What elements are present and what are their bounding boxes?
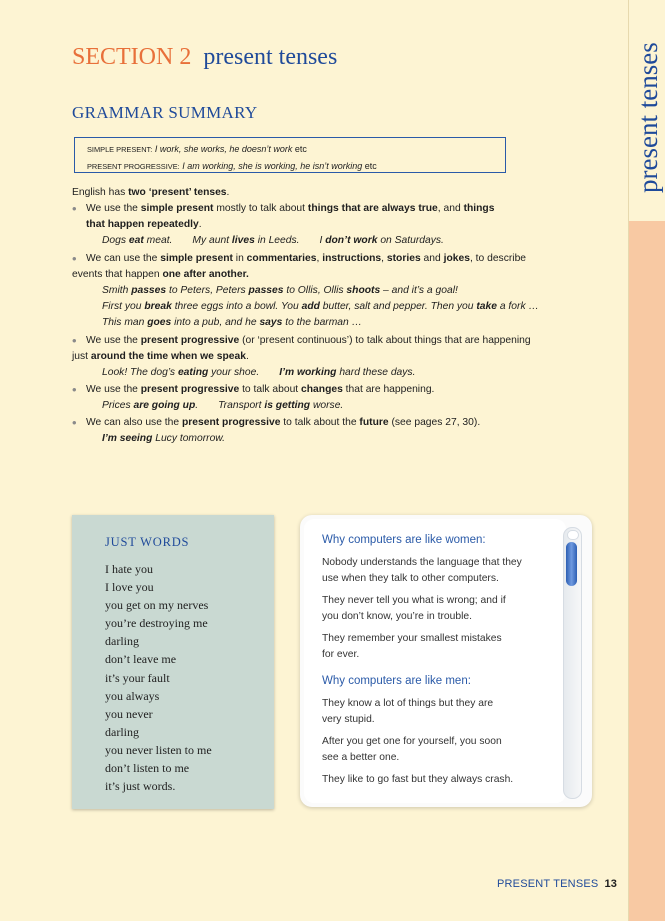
page-number: 13	[604, 878, 618, 890]
just-words-line: I love you	[105, 580, 154, 595]
example-line: Look! The dog’s eating your shoe. I’m working hard these days.	[102, 367, 416, 378]
page-footer	[497, 878, 617, 890]
just-words-line: you always	[105, 688, 160, 703]
women-point: They never tell you what is wrong; and if you don’t know, you’re in trouble.	[322, 595, 506, 622]
bullet-dot: •	[72, 201, 77, 216]
scrollbar[interactable]	[563, 527, 582, 799]
definition-present-progressive: PRESENT PROGRESSIVE: I am working, she is working, he isn’t working etc	[87, 161, 377, 171]
men-heading: Why computers are like men:	[322, 675, 471, 687]
bullet-dot: •	[72, 382, 77, 397]
women-point: Nobody understands the language that they use when they talk to other computers.	[322, 557, 522, 584]
just-words-lines	[105, 560, 212, 795]
scroll-up-icon[interactable]	[567, 530, 579, 540]
just-words-line: darling	[105, 724, 139, 739]
window-content	[322, 534, 558, 788]
bullet-dot: •	[72, 415, 77, 430]
bullet-present-progressive-now: • We use the present progressive (or ‘present continuous’) to talk about things that are happening just around the time when we speak. Look! The dog’s eating your shoe. I’m working hard these days.	[72, 333, 612, 381]
just-words-line: you never listen to me	[105, 742, 212, 757]
example-line: I’m seeing Lucy tomorrow.	[102, 433, 226, 444]
side-tab-label: present tenses	[633, 42, 663, 193]
just-words-line: don’t listen to me	[105, 761, 190, 776]
men-point: They like to go fast but they always crash.	[322, 774, 514, 785]
side-tab	[628, 0, 665, 921]
men-point: After you get one for yourself, you soon see a better one.	[322, 736, 502, 763]
example-line: First you break three eggs into a bowl. You add butter, salt and pepper. Then you take a fork …	[102, 301, 539, 312]
just-words-line: it’s just words.	[105, 779, 176, 794]
side-tab-orange-band	[629, 221, 665, 921]
men-point: They know a lot of things but they are very stupid.	[322, 698, 494, 725]
just-words-line: you never	[105, 706, 153, 721]
definition-simple-present: SIMPLE PRESENT: I work, she works, he doesn’t work etc	[87, 144, 307, 154]
bullet-simple-present-true: • We use the simple present mostly to talk about things that are always true, and things that happen repeatedly. Dogs eat meat. My aunt lives in Leeds. I don’t work on Saturdays.	[72, 201, 612, 249]
just-words-line: darling	[105, 634, 139, 649]
just-words-line: you’re destroying me	[105, 616, 208, 631]
just-words-line: you get on my nerves	[105, 598, 209, 613]
example-line: Smith passes to Peters, Peters passes to Ollis, Ollis shoots – and it’s a goal!	[102, 285, 458, 296]
just-words-line: don’t leave me	[105, 652, 177, 667]
section-title	[72, 44, 337, 71]
just-words-line: I hate you	[105, 562, 153, 576]
example-line: This man goes into a pub, and he says to the barman …	[102, 317, 362, 328]
example-line: Dogs eat meat. My aunt lives in Leeds. I don’t work on Saturdays.	[102, 235, 444, 246]
women-heading: Why computers are like women:	[322, 534, 486, 546]
just-words-card	[72, 515, 274, 809]
scrollbar-thumb[interactable]	[566, 542, 577, 586]
section-name: present tenses	[203, 44, 338, 70]
bullet-present-progressive-future: • We can also use the present progressive to talk about the future (see pages 27, 30). I’m seeing Lucy tomorrow.	[72, 415, 612, 447]
bullet-simple-present-commentaries: • We can use the simple present in commentaries, instructions, stories and jokes, to describe events that happen one after another. Smith passes to Peters, Peters passes to Ollis, Ollis shoots – and it’s a goal! First you break three eggs into a bowl. You add butter, salt and pepper. Then you take a fork … This man goes into a pub, and he says to the barman …	[72, 251, 612, 331]
summary-title: GRAMMAR SUMMARY	[72, 103, 258, 122]
definitions-box	[74, 137, 506, 173]
bullet-present-progressive-changes: • We use the present progressive to talk about changes that are happening. Prices are going up. Transport is getting worse.	[72, 382, 612, 414]
footer-label: PRESENT TENSES	[497, 878, 599, 890]
section-number: SECTION 2	[72, 44, 192, 70]
intro-text: English has two ‘present’ tenses.	[72, 187, 230, 198]
just-words-line: it’s your fault	[105, 670, 170, 685]
computers-window	[300, 515, 592, 807]
bullet-dot: •	[72, 251, 77, 266]
women-point: They remember your smallest mistakes for ever.	[322, 633, 502, 660]
bullet-dot: •	[72, 333, 77, 348]
example-line: Prices are going up. Transport is getting worse.	[102, 400, 344, 411]
just-words-title: JUST WORDS	[105, 535, 190, 549]
grammar-body	[72, 185, 612, 447]
